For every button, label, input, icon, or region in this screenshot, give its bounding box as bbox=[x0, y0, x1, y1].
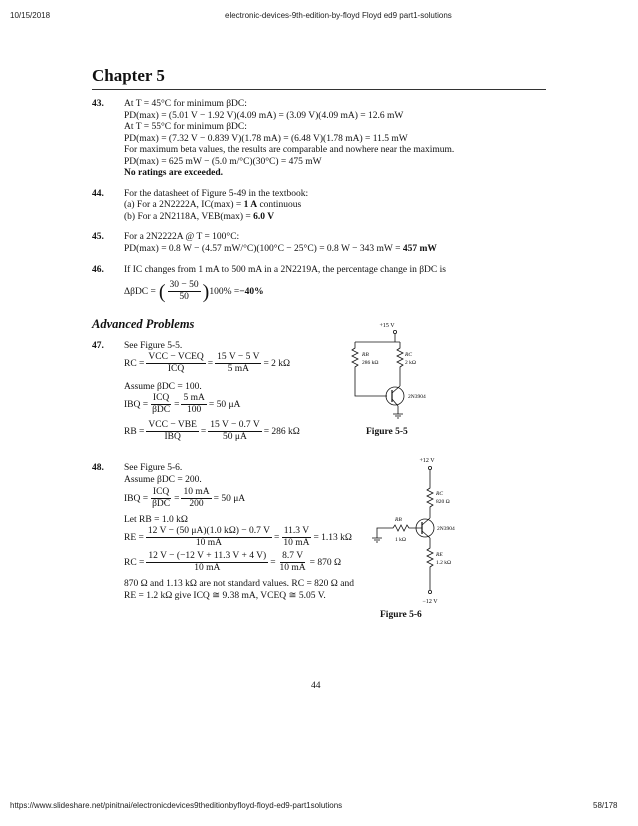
p47-rc-equation bbox=[124, 352, 290, 375]
p48-rc-frac2 bbox=[278, 551, 308, 574]
p48-ib-lhs: IBQ = bbox=[124, 493, 149, 504]
fig56-re-resistor bbox=[427, 538, 433, 590]
p46-answer: −40% bbox=[239, 286, 264, 297]
p48-re-frac2 bbox=[281, 526, 311, 549]
p47-rb-frac2-bot: 50 μA bbox=[223, 432, 247, 442]
p48-rc-equation bbox=[124, 551, 341, 574]
p47-rb-frac1-top: VCC − VBE bbox=[148, 420, 197, 430]
p45-line2-text: PD(max) = 0.8 W − (4.57 mW/°C)(100°C − 25°C) = 0.8 W − 343 mW = bbox=[124, 244, 403, 254]
p48-line7: 870 Ω and 1.13 kΩ are not standard values. RC = 820 Ω and bbox=[124, 579, 354, 589]
fig56-vee-label: −12 V bbox=[422, 599, 438, 605]
p44-line2-tail: continuous bbox=[257, 200, 302, 210]
fig55-rb-label: RB bbox=[362, 352, 369, 358]
p46-frac-bot: 50 bbox=[179, 292, 189, 302]
fig55-rb-value: 286 kΩ bbox=[362, 360, 379, 366]
fig56-vcc-terminal bbox=[428, 466, 431, 469]
open-paren: ( bbox=[158, 280, 166, 303]
problem-47-number: 47. bbox=[92, 341, 104, 351]
p44-line3-answer: 6.0 V bbox=[253, 212, 275, 222]
fig56-transistor-label: 2N3904 bbox=[437, 526, 455, 532]
p46-frac-top: 30 − 50 bbox=[169, 280, 199, 290]
problem-48-number: 48. bbox=[92, 463, 104, 473]
p48-rc-frac1-bot: 10 mA bbox=[194, 563, 221, 573]
p48-re-result: = 1.13 kΩ bbox=[313, 532, 352, 543]
p47-rc-lhs: RC = bbox=[124, 358, 145, 369]
p47-ib-frac2-bot: 100 bbox=[187, 405, 202, 415]
p48-rc-frac1 bbox=[146, 551, 268, 574]
p46-line1: If IC changes from 1 mA to 500 mA in a 2N2219A, the percentage change in βDC is bbox=[124, 265, 446, 275]
p44-line3-text: (b) For a 2N2118A, VEB(max) = bbox=[124, 212, 254, 222]
p48-re-equation bbox=[124, 526, 352, 549]
p47-ib-frac2 bbox=[181, 393, 206, 416]
p47-rc-equals: = bbox=[207, 358, 214, 369]
p48-re-frac2-top: 11.3 V bbox=[283, 526, 310, 536]
fig55-rc-label: RC bbox=[405, 352, 413, 358]
fig56-rc-value: 820 Ω bbox=[436, 499, 450, 505]
p48-re-frac1-top: 12 V − (50 μA)(1.0 kΩ) − 0.7 V bbox=[147, 526, 270, 536]
p48-line2: Assume βDC = 200. bbox=[124, 475, 202, 485]
problem-43-number: 43. bbox=[92, 99, 104, 109]
p48-line4: Let RB = 1.0 kΩ bbox=[124, 515, 188, 525]
p48-re-frac1-bot: 10 mA bbox=[195, 538, 222, 548]
p43-line7: No ratings are exceeded. bbox=[124, 168, 224, 178]
p43-line4: PD(max) = (7.32 V − 0.839 V)(1.78 mA) = (6.48 V)(1.78 mA) = 11.5 mW bbox=[124, 134, 408, 144]
fig55-rc-resistor bbox=[397, 342, 403, 386]
figure-5-6-schematic bbox=[365, 452, 475, 607]
p44-line3 bbox=[124, 211, 274, 223]
p47-rb-equation bbox=[124, 420, 300, 443]
close-paren: ) bbox=[202, 280, 210, 303]
fig56-vee-terminal bbox=[428, 590, 431, 593]
fig56-rc-label: RC bbox=[436, 491, 444, 497]
chapter-title: Chapter 5 bbox=[92, 66, 165, 85]
p47-rc-frac1-top: VCC − VCEQ bbox=[148, 352, 204, 362]
fig56-rb-label: RB bbox=[395, 517, 402, 523]
p47-ib-frac1-bot: βDC bbox=[152, 405, 171, 415]
print-title: electronic-devices-9th-edition-by-floyd Floyd ed9 part1-solutions bbox=[225, 11, 452, 20]
p45-line2 bbox=[124, 243, 437, 255]
p48-line8: RE = 1.2 kΩ give ICQ ≅ 9.38 mA, VCEQ ≅ 5.05 V. bbox=[124, 591, 326, 601]
p48-ib-frac1-top: ICQ bbox=[152, 487, 170, 497]
p48-ib-frac2 bbox=[181, 487, 211, 510]
figure-5-6-caption: Figure 5-6 bbox=[380, 610, 422, 620]
p48-rc-frac2-top: 8.7 V bbox=[282, 551, 304, 561]
p48-rc-equals: = bbox=[270, 557, 276, 568]
p47-ib-equation bbox=[124, 393, 240, 416]
page-number: 44 bbox=[311, 681, 321, 691]
fig56-vcc-label: +12 V bbox=[419, 458, 435, 464]
problem-45-number: 45. bbox=[92, 232, 104, 242]
p48-rc-frac2-bot: 10 mA bbox=[279, 563, 306, 573]
p45-line2-answer: 457 mW bbox=[402, 244, 437, 254]
problem-44-number: 44. bbox=[92, 189, 104, 199]
figure-5-5-caption: Figure 5-5 bbox=[366, 427, 408, 437]
p47-line3: Assume βDC = 100. bbox=[124, 382, 202, 392]
p48-re-lhs: RE = bbox=[124, 532, 144, 543]
figure-5-5-schematic bbox=[340, 318, 440, 426]
footer-url: https://www.slideshare.net/pinitnai/electronicdevices9theditionbyfloyd-floyd-ed9-part1solutions bbox=[10, 801, 343, 810]
advanced-problems-heading: Advanced Problems bbox=[92, 317, 195, 331]
p43-line2: PD(max) = (5.01 V − 1.92 V)(4.09 mA) = (3.09 V)(4.09 mA) = 12.6 mW bbox=[124, 111, 404, 121]
fig55-transistor-label: 2N3904 bbox=[408, 394, 426, 400]
p47-rb-result: = 286 kΩ bbox=[263, 426, 300, 437]
p46-lhs: ΔβDC = bbox=[124, 286, 156, 297]
p48-line1: See Figure 5-6. bbox=[124, 463, 183, 473]
p48-re-equals: = bbox=[273, 532, 280, 543]
p47-rc-frac1-bot: ICQ bbox=[167, 364, 185, 374]
p46-rhs: 100% = bbox=[209, 286, 240, 297]
p48-ib-result: = 50 μA bbox=[213, 493, 246, 504]
p43-line5: For maximum beta values, the results are comparable and nowhere near the maximum. bbox=[124, 145, 455, 155]
p47-rc-frac2-top: 15 V − 5 V bbox=[217, 352, 260, 362]
footer-page-count: 58/178 bbox=[593, 801, 618, 810]
fig55-rc-value: 2 kΩ bbox=[405, 360, 416, 366]
p47-rc-result: = 2 kΩ bbox=[263, 358, 291, 369]
fig55-vcc-label: +15 V bbox=[379, 323, 395, 329]
p47-line1: See Figure 5-5. bbox=[124, 341, 183, 351]
p48-re-frac2-bot: 10 mA bbox=[283, 538, 310, 548]
problem-46-number: 46. bbox=[92, 265, 104, 275]
p48-ib-equals: = bbox=[174, 493, 180, 504]
chapter-rule bbox=[92, 89, 546, 90]
fig55-vcc-terminal bbox=[393, 330, 396, 333]
p44-line1: For the datasheet of Figure 5-49 in the textbook: bbox=[124, 189, 309, 199]
p47-rc-frac2-bot: 5 mA bbox=[227, 364, 249, 374]
p47-rb-frac2 bbox=[208, 420, 261, 443]
p45-line1: For a 2N2222A @ T = 100°C: bbox=[124, 232, 240, 242]
p43-line1: At T = 45°C for minimum βDC: bbox=[124, 99, 247, 109]
p47-ib-frac1-top: ICQ bbox=[152, 393, 170, 403]
p46-equation bbox=[124, 280, 264, 303]
p48-rc-result: = 870 Ω bbox=[309, 557, 342, 568]
p48-rc-lhs: RC = bbox=[124, 557, 145, 568]
p48-ib-frac2-top: 10 mA bbox=[183, 487, 210, 497]
p43-line3: At T = 55°C for minimum βDC: bbox=[124, 122, 247, 132]
fig55-rb-resistor bbox=[352, 342, 387, 396]
p47-rb-equals: = bbox=[200, 426, 207, 437]
p48-rc-frac1-top: 12 V − (−12 V + 11.3 V + 4 V) bbox=[148, 551, 267, 561]
p47-ib-lhs: IBQ = bbox=[124, 399, 149, 410]
fig56-rc-resistor bbox=[427, 470, 433, 518]
p44-line2-answer: 1 A bbox=[243, 200, 258, 210]
print-date: 10/15/2018 bbox=[10, 11, 51, 20]
p47-ib-result: = 50 μA bbox=[208, 399, 241, 410]
p47-rb-frac1 bbox=[146, 420, 198, 443]
p48-re-frac1 bbox=[146, 526, 272, 549]
p48-ib-equation bbox=[124, 487, 245, 510]
p47-rc-frac2 bbox=[215, 352, 261, 375]
p43-line6: PD(max) = 625 mW − (5.0 m/°C)(30°C) = 475 mW bbox=[124, 157, 322, 167]
fig56-rb-value: 1 kΩ bbox=[395, 537, 406, 543]
p47-rb-frac2-top: 15 V − 0.7 V bbox=[210, 420, 260, 430]
fig56-re-value: 1.2 kΩ bbox=[436, 560, 452, 566]
p44-line2 bbox=[124, 199, 301, 211]
p47-rb-lhs: RB = bbox=[124, 426, 145, 437]
p47-rc-frac1 bbox=[146, 352, 205, 375]
p47-ib-frac2-top: 5 mA bbox=[183, 393, 205, 403]
p47-ib-equals: = bbox=[174, 399, 180, 410]
p48-ib-frac1 bbox=[150, 487, 172, 510]
p47-ib-frac1 bbox=[150, 393, 172, 416]
fig56-re-label: RE bbox=[436, 552, 443, 558]
p47-rb-frac1-bot: IBQ bbox=[164, 432, 181, 442]
p44-line2-text: (a) For a 2N2222A, IC(max) = bbox=[124, 200, 244, 210]
p46-fraction bbox=[168, 280, 201, 303]
p48-ib-frac1-bot: βDC bbox=[152, 499, 171, 509]
p48-ib-frac2-bot: 200 bbox=[189, 499, 204, 509]
